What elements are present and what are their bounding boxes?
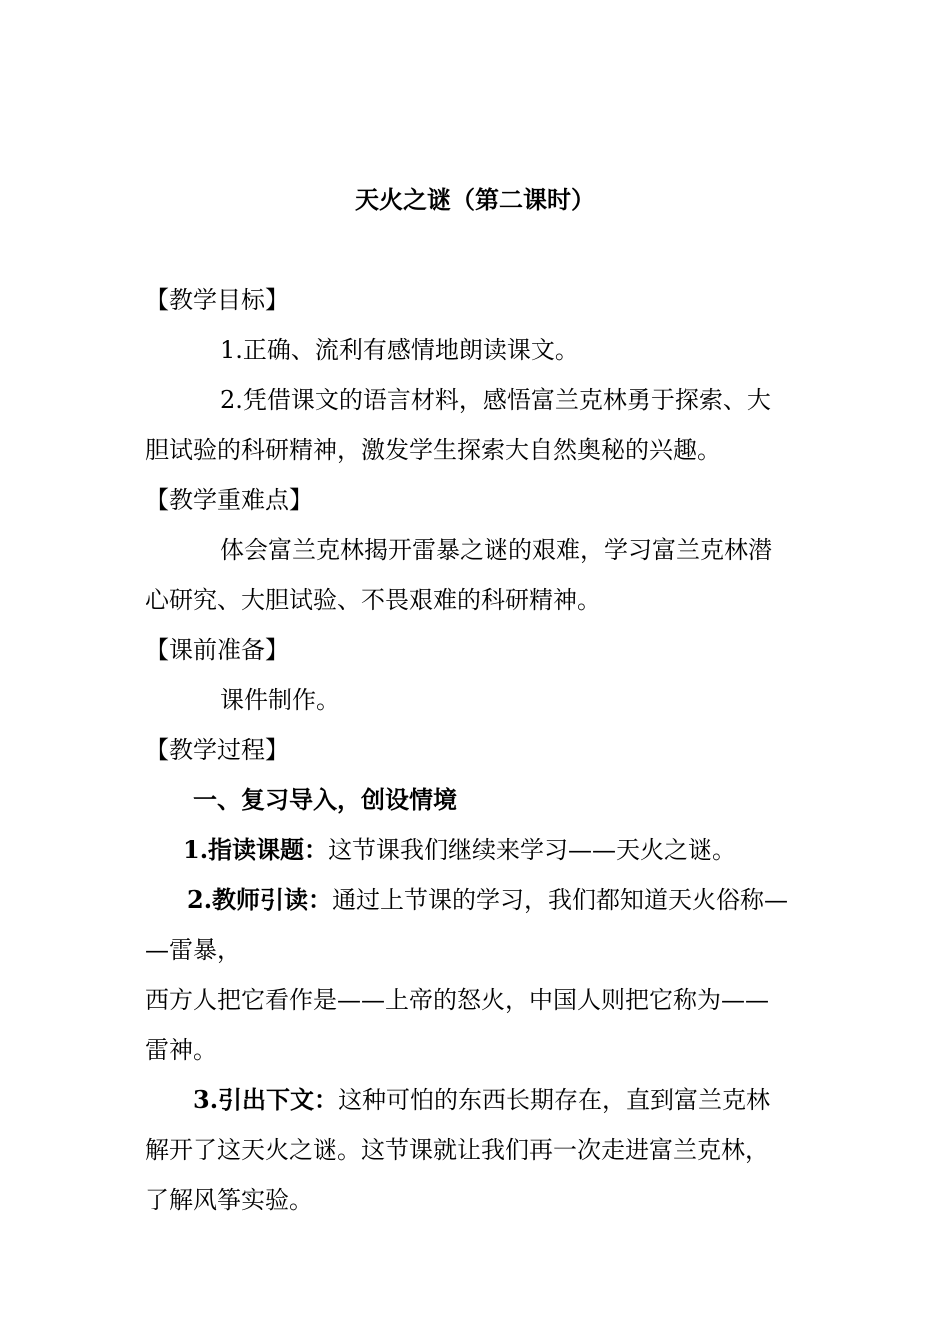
- step-2-text-4: 雷神。: [145, 1036, 217, 1064]
- step-3-text-1: 这种可怕的东西长期存在，直到富兰克林: [338, 1086, 771, 1114]
- step-3-text-3: 了解风筝实验。: [145, 1186, 313, 1214]
- step-3: [193, 1082, 770, 1118]
- step-1-text: 这节课我们继续来学习——天火之谜。: [328, 836, 737, 864]
- step-1: [183, 832, 736, 868]
- key-points-line-2: 心研究、大胆试验、不畏艰难的科研精神。: [145, 586, 601, 614]
- key-points-heading: 【教学重难点】: [145, 486, 313, 514]
- prep-text: 课件制作。: [220, 686, 340, 714]
- goal-item-2-line-2: 胆试验的科研精神，激发学生探索大自然奥秘的兴趣。: [145, 436, 721, 464]
- step-3-text-2: 解开了这天火之谜。这节课就让我们再一次走进富兰克林，: [145, 1136, 769, 1164]
- step-2: [187, 882, 788, 918]
- step-3-label: 3.引出下文：: [193, 1085, 339, 1114]
- section-1-heading: 一、复习导入，创设情境: [193, 785, 457, 814]
- goal-item-1: 1.正确、流利有感情地朗读课文。: [220, 336, 579, 364]
- step-2-label: 2.教师引读：: [187, 885, 333, 914]
- step-2-text-2: —雷暴，: [145, 936, 241, 964]
- step-2-text-1: 通过上节课的学习，我们都知道天火俗称—: [332, 886, 789, 914]
- process-heading: 【教学过程】: [145, 736, 289, 764]
- key-points-line-1: 体会富兰克林揭开雷暴之谜的艰难，学习富兰克林潜: [220, 536, 772, 564]
- step-2-text-3: 西方人把它看作是——上帝的怒火，中国人则把它称为——: [145, 986, 769, 1014]
- page-title: 天火之谜（第二课时）: [355, 185, 595, 214]
- prep-heading: 【课前准备】: [145, 636, 289, 664]
- step-1-label: 1.指读课题：: [183, 835, 329, 864]
- goals-heading: 【教学目标】: [145, 286, 289, 314]
- goal-item-2-line-1: 2.凭借课文的语言材料，感悟富兰克林勇于探索、大: [220, 386, 771, 414]
